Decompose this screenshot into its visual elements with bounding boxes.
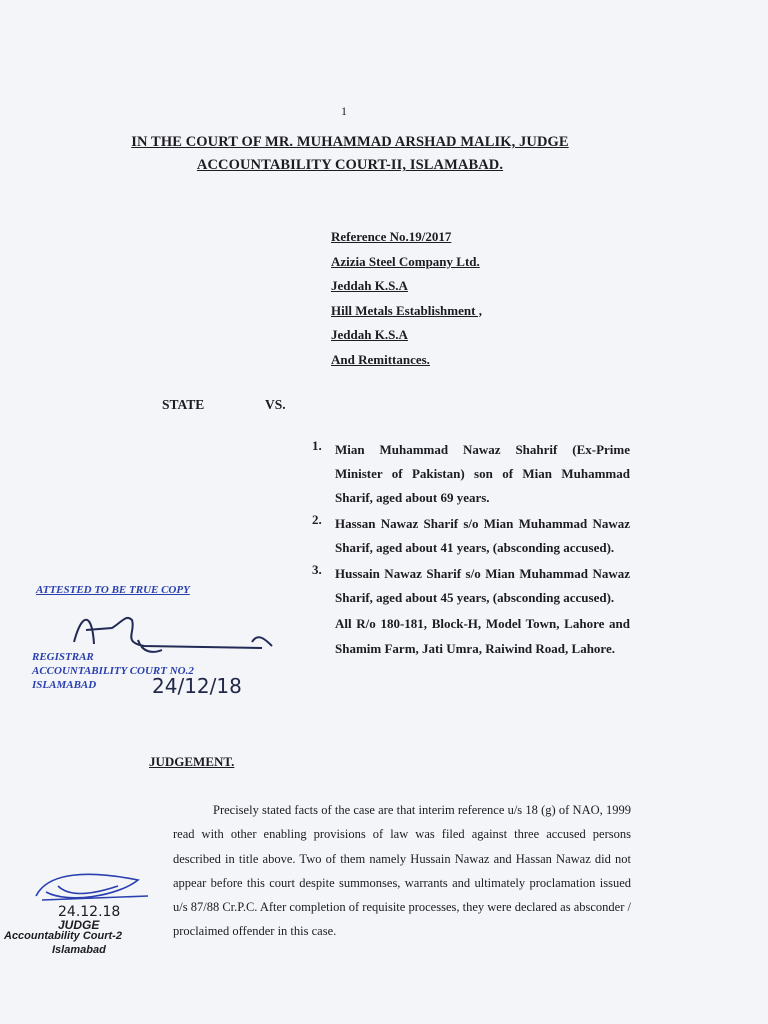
court-heading-line2: ACCOUNTABILITY COURT-II, ISLAMABAD. <box>196 157 504 173</box>
accused-item <box>312 512 630 560</box>
registrar-city: ISLAMABAD <box>32 679 97 691</box>
reference-line: Jeddah K.S.A <box>331 327 408 342</box>
attested-label: ATTESTED TO BE TRUE COPY <box>36 584 190 596</box>
judge-stamp-title: JUDGE <box>58 918 100 932</box>
party-state: STATE <box>162 397 205 412</box>
reference-block <box>331 229 482 376</box>
judge-stamp-city: Islamabad <box>52 944 106 956</box>
reference-line: Hill Metals Establishment , <box>331 302 482 318</box>
accused-address: All R/o 180-181, Block-H, Model Town, Lahore and Shamim Farm, Jati Umra, Raiwind Road, Lahore. <box>335 616 630 656</box>
page-number: 1 <box>341 104 347 118</box>
judge-stamp <box>0 866 170 966</box>
accused-number: 2. <box>312 512 322 527</box>
reference-line: Azizia Steel Company Ltd. <box>331 253 480 269</box>
party-vs: VS. <box>265 397 286 412</box>
reference-line: And Remittances. <box>331 351 430 367</box>
accused-item <box>312 562 630 610</box>
judge-stamp-date: 24.12.18 <box>58 904 121 920</box>
accused-item <box>312 438 630 510</box>
accused-text: Mian Muhammad Nawaz Shahrif (Ex-Prime Minister of Pakistan) son of Mian Muhammad Sharif, aged about 69 years. <box>335 442 630 505</box>
judgement-paragraph-text: Precisely stated facts of the case are that interim reference u/s 18 (g) of NAO, 1999 read with other enabling provisions of law was filed against three accused persons described in title above. Two of them namely Hussain Nawaz and Hassan Nawaz did not appear before this court despite summonses, warrants and ultimately proclamation issued u/s 87/88 Cr.P.C. After completion of requisite processes, they were declared as absconder / proclaimed offender in this case. <box>173 803 631 939</box>
stamp-date: 24/12/18 <box>152 674 242 698</box>
judgement-heading: JUDGEMENT. <box>149 754 235 769</box>
accused-list <box>312 438 630 661</box>
accused-text: Hassan Nawaz Sharif s/o Mian Muhammad Nawaz Sharif, aged about 41 years, (absconding accused). <box>335 516 630 555</box>
registrar-court: ACCOUNTABILITY COURT NO.2 <box>32 665 194 677</box>
reference-line: Jeddah K.S.A <box>331 278 408 293</box>
accused-text: Hussain Nawaz Sharif s/o Mian Muhammad Nawaz Sharif, aged about 45 years, (absconding accused). <box>335 566 630 605</box>
attested-copy-stamp <box>32 584 292 724</box>
judgement-paragraph <box>173 798 631 944</box>
court-heading-line1: IN THE COURT OF MR. MUHAMMAD ARSHAD MALIK, JUDGE <box>131 134 569 150</box>
accused-number: 3. <box>312 562 322 577</box>
registrar-label: REGISTRAR <box>32 651 94 663</box>
accused-number: 1. <box>312 438 322 453</box>
judge-stamp-court: Accountability Court-2 <box>4 930 122 942</box>
reference-line: Reference No.19/2017 <box>331 229 452 244</box>
